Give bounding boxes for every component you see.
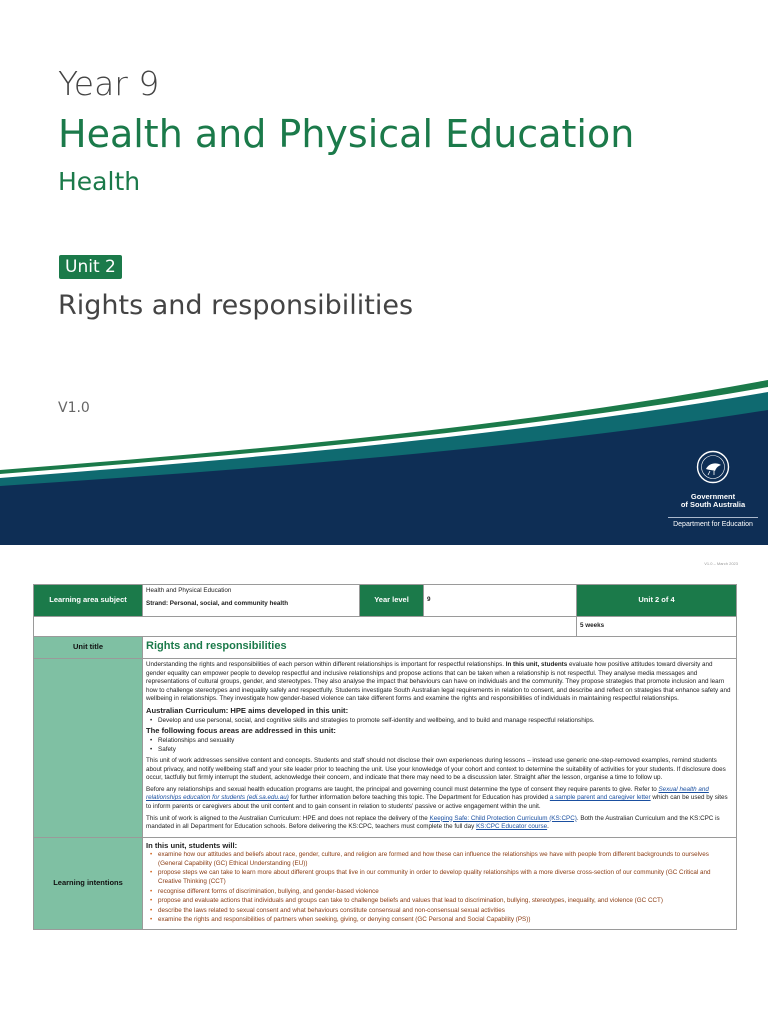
unit-title-row [34,637,737,659]
overview-intro [146,661,733,704]
sexual-health-link[interactable]: Sexual health and relationships education for students (edi.sa.edu.au) [146,785,709,802]
intention-item: • examine how our attitudes and beliefs about race, gender, culture, and religion are formed and how these can influence the relationships we have with people from different backgrounds to ourselves (General Capability (GC) Ethical Understanding (EU)) [150,851,733,868]
intention-item: • propose and evaluate actions that individuals and groups can take to challenge beliefs and values that lead to discrimination, bullying, stereotypes, inequality, and violence (GC CCT) [150,897,733,906]
cover-wave-graphic [0,370,768,545]
intention-item: • recognise different forms of discrimination, bullying, and gender-based violence [150,888,733,897]
overview-intro-a: Understanding the rights and responsibilities of each person within different relationships is important for respectful relationships. [146,661,506,668]
kscpc-text-b: . Both the Australian Curriculum and the KS:CPC is mandated in all Department for Education schools. Before delivering the KS:CPC, teachers must complete the full day [146,814,720,831]
strand-value: Strand: Personal, social, and community health [146,599,289,607]
unit-plan-table [33,584,737,930]
learning-area-label: Learning area subject [34,585,143,617]
learning-area-cell [143,585,360,617]
intention-item: • describe the laws related to sexual consent and what behaviours constitute consensual and non-consensual sexual activities [150,907,733,916]
learning-intentions-label: Learning intentions [34,837,143,929]
sensitive-content-note: This unit of work addresses sensitive content and concepts. Students and staff should not disclose their own experiences during lessons – instead use generic one-step-removed examples, remind students about privacy, and notify wellbeing staff and your site leader prior to teaching the unit. Use your knowledge of your cohort and context to determine the suitability of activities for your students. If disclosure does occur, tactfully but firmly interrupt the student, acknowledge their concern, and indicate that there may need to be a discussion later. Straight after the lesson, organise a time to follow up. [146,756,726,782]
duration-value: 5 weeks [577,617,737,637]
unit-title-value: Rights and responsibilities [143,637,737,659]
consent-text-b: for further information before teaching this topic. The Department for Education has provided [288,794,550,802]
focus-item: • Safety [150,746,733,755]
overview-label-cell [34,659,143,838]
cover-version: V1.0 [58,400,90,416]
intention-item: • examine the rights and responsibilities of partners when seeking, giving, or denying consent (GC Personal and Social Capability (PS)) [150,916,733,925]
aims-heading: Australian Curriculum: HPE aims developed in this unit: [146,705,349,715]
learning-intentions-cell [143,837,737,929]
page-version-note: V1.0 – March 2023 [704,561,738,566]
logo-line-1: Government [690,492,736,501]
duration-row [34,617,737,637]
piping-shrike-crest-icon [696,450,730,484]
intentions-list [150,851,733,925]
header-row [34,585,737,617]
kscpc-text-a: This unit of work is aligned to the Australian Curriculum: HPE and does not replace the delivery of the [146,814,430,822]
focus-list [150,737,733,755]
learning-intentions-row [34,837,737,929]
kscpc-course-link[interactable]: KS:CPC Educator course [476,823,548,831]
overview-row [34,659,737,838]
focus-heading: The following focus areas are addressed in this unit: [146,726,336,736]
focus-item: • Relationships and sexuality [150,737,733,746]
government-logo [668,450,758,528]
kscpc-text-c: . [547,823,549,831]
unit-title-label: Unit title [34,637,143,659]
unit-of-label: Unit 2 of 4 [577,585,737,617]
learning-area-value: Health and Physical Education [146,587,232,594]
overview-intro-bold: In this unit, students [505,661,568,668]
logo-line-2: of South Australia [680,500,746,509]
aims-list [150,717,733,726]
logo-department: Department for Education [668,517,758,528]
kscpc-note [146,815,733,832]
overview-intro-b: evaluate how positive attitudes toward diversity and gender equality can empower people to develop respectful and inclusive relationships and propose actions that can be taken when a relationship is not respectful. They analyse media messages and representations of cultural groups, gender, and stereotypes. They also analyse the impact that behaviours can have on individuals and the community. They propose strategies that promote inclusion and learn how to challenge stereotypes and inequality safely and respectfully. Students investigate South Australian legal requirements in relation to consent, and describe and reflect on strategies that enhance safety and wellbeing in relationships. They investigate how gender-based violence can take different forms and examine the rights and responsibilities of individuals in maintaining respectful relationships. [146,661,731,703]
cover-strand: Health [58,167,141,196]
kscpc-link[interactable]: Keeping Safe: Child Protection Curriculum (KS:CPC) [429,814,577,822]
cover-unit-badge: Unit 2 [59,255,122,279]
aim-item: • Develop and use personal, social, and cognitive skills and strategies to promote self-identity and wellbeing, and to build and manage respectful relationships. [150,717,733,726]
parent-letter-link[interactable]: a sample parent and caregiver letter [549,794,651,802]
cover-year: Year 9 [58,64,160,103]
overview-cell [143,659,737,838]
consent-text-a: Before any relationships and sexual health education programs are taught, the principal and governing council must determine the type of consent they require parents to give. Refer to [146,785,659,793]
year-level-value: 9 [424,585,577,617]
cover-subject: Health and Physical Education [58,112,635,156]
cover-unit-title: Rights and responsibilities [58,290,414,321]
consent-text-c: which can be used by sites to inform parents or caregivers about the unit content and to gain consent in relation to students' passive or active engagement within the unit. [146,794,728,810]
unit-plan-page [0,556,768,1024]
intentions-heading: In this unit, students will: [146,840,238,850]
duration-spacer [34,617,577,637]
consent-note [146,786,733,812]
intention-item: • propose steps we can take to learn more about different groups that live in our community in order to develop quality relationships with a more diverse cross-section of our community (GC Critical and Creative Thinking (CCT) [150,869,733,886]
year-level-label: Year level [360,585,424,617]
